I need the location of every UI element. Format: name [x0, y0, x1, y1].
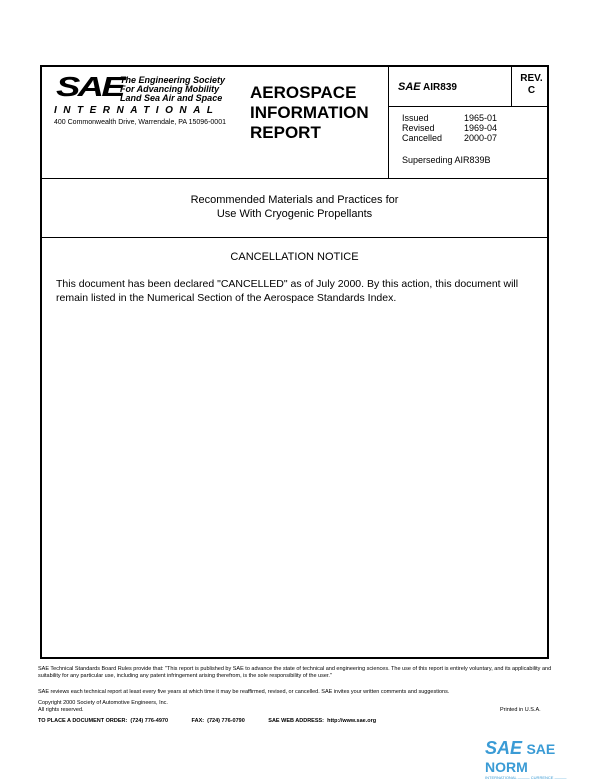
notice-heading: CANCELLATION NOTICE — [230, 251, 359, 263]
footer-review: SAE reviews each technical report at least every five years at which time it may be reaffirmed, revised, or cancelled. SAE invites your written comments and suggestions. — [38, 689, 450, 695]
rights: All rights reserved. — [38, 707, 84, 713]
footer-rules: SAE Technical Standards Board Rules provide that: "This report is published by SAE to advance the state of technical and engineering sciences. The use of this report is entirely voluntary, and its applicability and suitability for any particular use, including any patent infringement arising therefrom, is the sole responsibility of the user." — [38, 666, 552, 679]
address: 400 Commonwealth Drive, Warrendale, PA 15096-0001 — [54, 119, 226, 126]
watermark-sub: INTERNATIONAL ——— CURRENCE ——— — [485, 775, 567, 780]
document-title: Recommended Materials and Practices for Use With Cryogenic Propellants — [190, 194, 399, 220]
copyright: Copyright 2000 Society of Automotive Engineers, Inc. — [38, 700, 168, 706]
divider — [42, 178, 547, 179]
superseding: Superseding AIR839B — [402, 155, 491, 165]
notice-body: This document has been declared "CANCELLED" as of July 2000. By this action, this document will remain listed in the Numerical Section of the Aerospace Standards Index. — [56, 278, 519, 304]
watermark-logo: SAE — [485, 738, 523, 758]
sae-logo: SAE — [56, 71, 124, 102]
watermark-text: SAE NORM — [485, 741, 556, 775]
tagline: The Engineering Society For Advancing Mobility Land Sea Air and Space — [120, 75, 226, 103]
document-frame — [40, 65, 549, 659]
dates: Issued 1965-01 Revised 1969-04 Cancelled 2000-07 — [402, 113, 498, 143]
order-info: TO PLACE A DOCUMENT ORDER: (724) 776-4970 FAX: (724) 776-0790 SAE WEB ADDRESS: http://www.sae.org — [38, 718, 377, 724]
international-label: INTERNATIONAL — [54, 105, 220, 116]
document-type: AEROSPACE INFORMATION REPORT — [250, 83, 369, 142]
printed: Printed in U.S.A. — [500, 707, 541, 713]
divider — [42, 237, 547, 238]
revision: REV. C — [520, 73, 543, 96]
divider — [388, 67, 389, 178]
divider — [388, 106, 547, 107]
document-number: SAE AIR839 — [398, 81, 457, 93]
